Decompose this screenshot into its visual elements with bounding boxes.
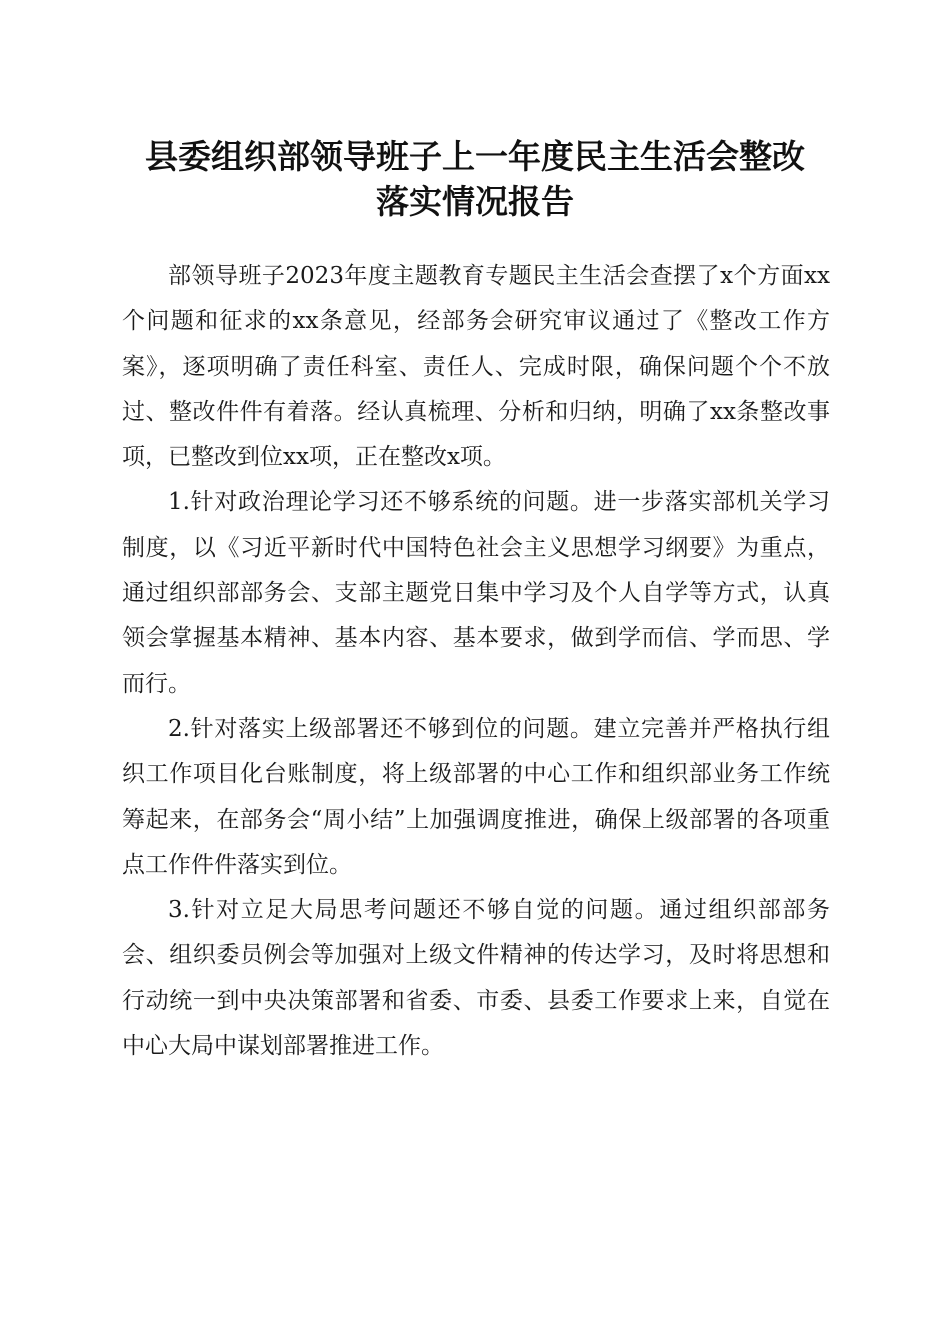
document-body [122, 254, 830, 1069]
paragraph-item-1: 1.针对政治理论学习还不够系统的问题。进一步落实部机关学习制度，以《习近平新时代中国特色社会主义思想学习纲要》为重点，通过组织部部务会、支部主题党日集中学习及个人自学等方式，认真领会掌握基本精神、基本内容、基本要求，做到学而信、学而思、学而行。 [122, 489, 830, 697]
paragraph-intro: 部领导班子2023年度主题教育专题民主生活会查摆了x个方面xx个问题和征求的xx条意见，经部务会研究审议通过了《整改工作方案》，逐项明确了责任科室、责任人、完成时限，确保问题个个不放过、整改件件有着落。经认真梳理、分析和归纳，明确了xx条整改事项，已整改到位xx项，正在整改x项。 [122, 263, 830, 471]
title-line-1: 县委组织部领导班子上一年度民主生活会整改 [145, 137, 805, 176]
paragraph-item-2: 2.针对落实上级部署还不够到位的问题。建立完善并严格执行组织工作项目化台账制度，将上级部署的中心工作和组织部业务工作统筹起来，在部务会“周小结”上加强调度推进，确保上级部署的各项重点工作件件落实到位。 [122, 715, 830, 878]
title-line-2: 落实情况报告 [376, 182, 574, 221]
paragraph-item-3: 3.针对立足大局思考问题还不够自觉的问题。通过组织部部务会、组织委员例会等加强对上级文件精神的传达学习，及时将思想和行动统一到中央决策部署和省委、市委、县委工作要求上来，自觉在中心大局中谋划部署推进工作。 [122, 897, 830, 1060]
document-title [100, 134, 850, 224]
